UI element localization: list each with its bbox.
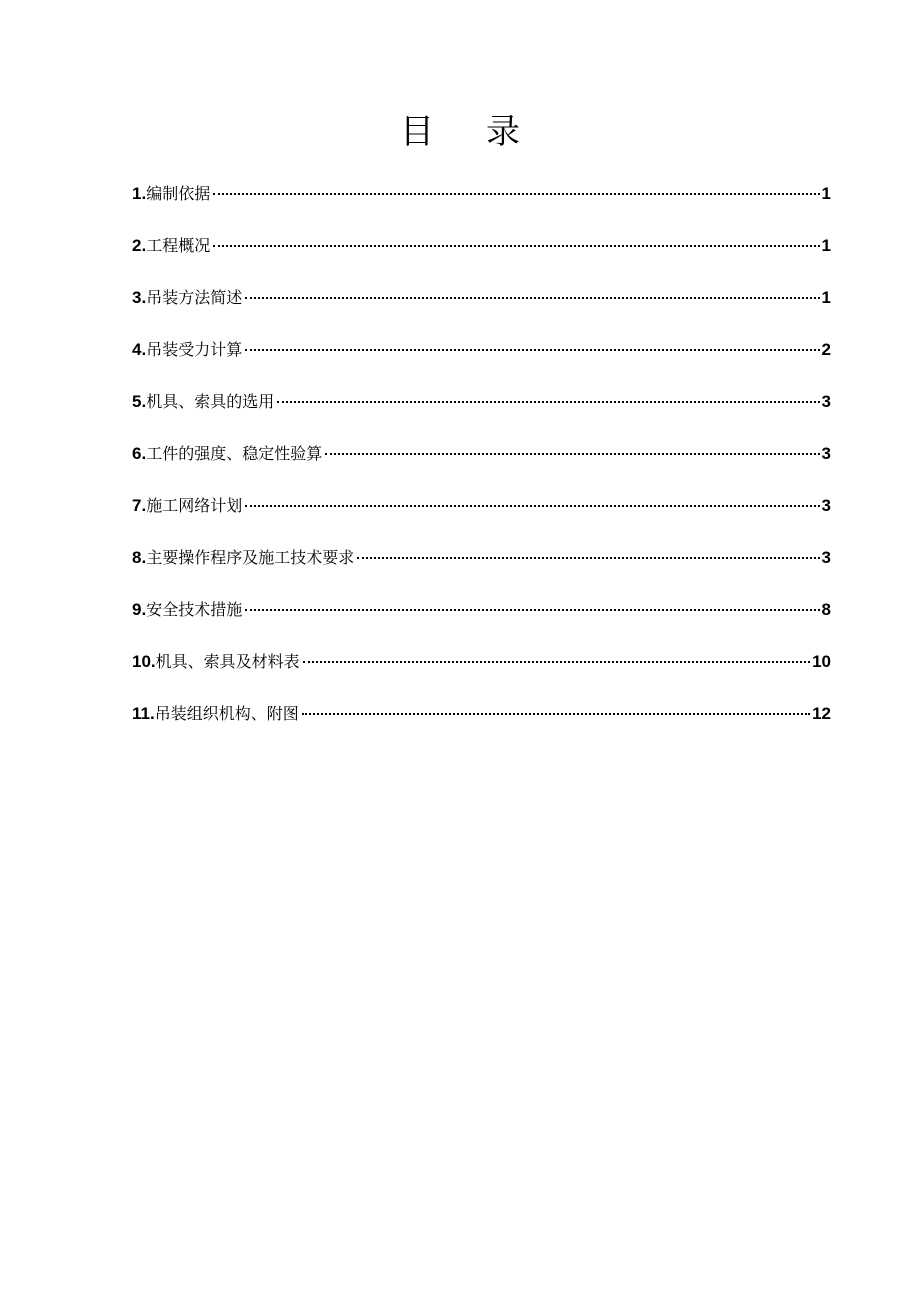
toc-entry-page: 3	[821, 548, 831, 567]
toc-entry[interactable]	[132, 283, 831, 335]
toc-entry-number: 6.	[132, 444, 147, 463]
toc-dot-leader	[245, 349, 819, 351]
toc-entry-number: 5.	[132, 392, 147, 411]
toc-dot-leader	[245, 609, 819, 611]
toc-entry-page: 3	[821, 392, 831, 411]
toc-entry-page: 3	[821, 444, 831, 463]
toc-entry-page: 1	[821, 288, 831, 307]
toc-entry-title: 吊装受力计算	[146, 340, 243, 359]
toc-title: 目录	[400, 112, 572, 152]
toc-entry[interactable]	[132, 699, 831, 751]
toc-dot-leader	[245, 297, 819, 299]
toc-entry-number: 8.	[132, 548, 147, 567]
toc-dot-leader	[245, 505, 819, 507]
toc-entry-title: 工程概况	[146, 236, 211, 255]
toc-entry-title: 施工网络计划	[146, 496, 243, 515]
toc-dot-leader	[357, 557, 819, 559]
toc-entry-title: 工件的强度、稳定性验算	[146, 444, 323, 463]
toc-entry-page: 12	[812, 704, 831, 723]
toc-entry-title: 机具、索具及材料表	[155, 652, 300, 671]
toc-entry-page: 1	[821, 184, 831, 203]
toc-entry-page: 10	[812, 652, 831, 671]
toc-entry-page: 3	[821, 496, 831, 515]
toc-entry-number: 1.	[132, 184, 147, 203]
toc-dot-leader	[213, 245, 819, 247]
toc-dot-leader	[213, 193, 819, 195]
toc-entry-page: 1	[821, 236, 831, 255]
toc-entry[interactable]	[132, 387, 831, 439]
toc-entry-number: 10.	[132, 652, 156, 671]
toc-entry-title: 吊装方法简述	[146, 288, 243, 307]
toc-dot-leader	[277, 401, 819, 403]
toc-entry-title: 主要操作程序及施工技术要求	[146, 548, 355, 567]
toc-entry[interactable]	[132, 491, 831, 543]
toc-entry-number: 7.	[132, 496, 147, 515]
toc-entry-number: 11.	[132, 704, 155, 723]
toc-entry-number: 2.	[132, 236, 147, 255]
toc-entry-page: 8	[821, 600, 831, 619]
toc-entry[interactable]	[132, 179, 831, 231]
toc-list	[132, 179, 831, 751]
toc-entry[interactable]	[132, 231, 831, 283]
toc-entry-title: 编制依据	[146, 184, 211, 203]
toc-entry-number: 4.	[132, 340, 147, 359]
toc-dot-leader	[302, 713, 810, 715]
toc-dot-leader	[303, 661, 810, 663]
toc-entry[interactable]	[132, 595, 831, 647]
toc-entry[interactable]	[132, 647, 831, 699]
toc-entry-page: 2	[821, 340, 831, 359]
toc-entry-number: 9.	[132, 600, 147, 619]
toc-entry-title: 吊装组织机构、附图	[154, 704, 299, 723]
toc-entry[interactable]	[132, 335, 831, 387]
toc-entry-number: 3.	[132, 288, 147, 307]
toc-entry-title: 机具、索具的选用	[146, 392, 275, 411]
toc-dot-leader	[325, 453, 819, 455]
toc-entry[interactable]	[132, 439, 831, 491]
toc-entry[interactable]	[132, 543, 831, 595]
toc-entry-title: 安全技术措施	[146, 600, 243, 619]
